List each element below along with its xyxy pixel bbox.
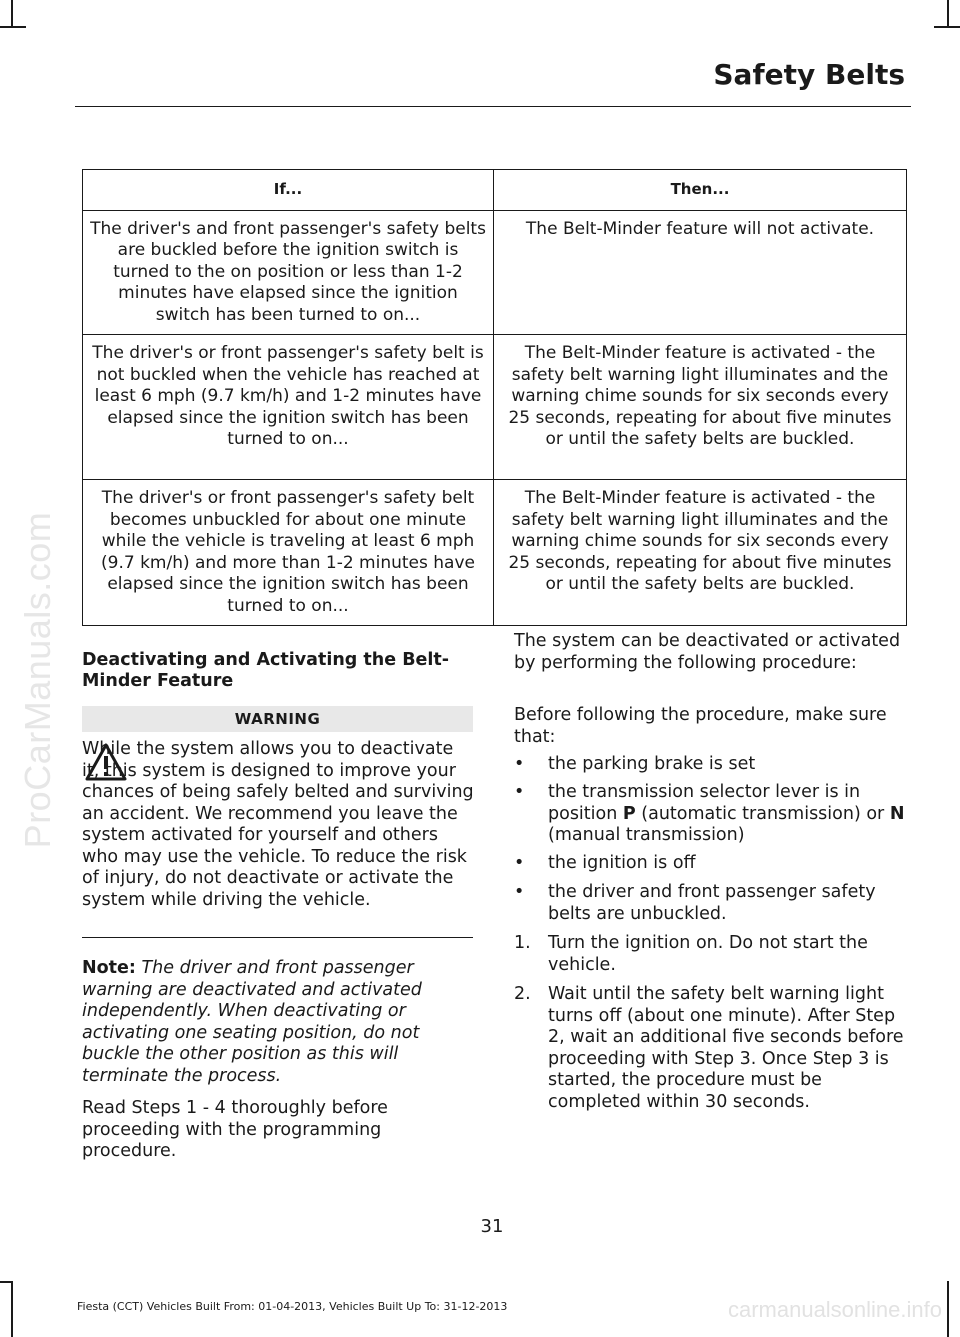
note-label: Note:: [82, 958, 136, 978]
position-n: N: [889, 803, 905, 824]
step-number: 1.: [514, 933, 531, 953]
footer-vehicle-line: Fiesta (CCT) Vehicles Built From: 01-04-2013, Vehicles Built Up To: 31-12-2013: [77, 1300, 508, 1313]
section-heading: Deactivating and Activating the Belt-Minder Feature: [82, 650, 450, 691]
bullet-text: [548, 782, 908, 847]
warning-text: [82, 739, 474, 911]
table-cell-then: The Belt-Minder feature is activated - the safety belt warning light illuminates and the warning chime sounds for six seconds every 25 seconds, repeating for about five minutes or until the safety belts are buckled.: [494, 480, 907, 626]
belt-minder-table: [82, 169, 907, 626]
bullet-mark: •: [514, 882, 525, 902]
list-item: [514, 754, 908, 776]
page-title: Safety Belts: [713, 58, 905, 91]
crop-mark-top-left-h: [0, 26, 26, 28]
bullet-mark: •: [514, 754, 525, 774]
crop-mark-bottom-left-h: [0, 1281, 13, 1283]
bullet-text-a: the transmission selector lever is in position: [548, 782, 861, 824]
list-item: [514, 853, 908, 875]
procedure-intro: The system can be deactivated or activated by performing the following procedure:: [514, 631, 901, 673]
header-rule: [75, 106, 911, 107]
bullet-text-b: (automatic transmission) or: [635, 803, 890, 824]
bullet-mark: •: [514, 782, 525, 802]
side-watermark-text: ProCarManuals.com: [17, 511, 58, 849]
table-row: [83, 210, 907, 335]
step-number: 2.: [514, 984, 531, 1004]
bullet-mark: •: [514, 853, 525, 873]
table-cell-then: The Belt-Minder feature will not activate.: [494, 210, 907, 335]
table-cell-then: The Belt-Minder feature is activated - the safety belt warning light illuminates and the warning chime sounds for six seconds every 25 seconds, repeating for about five minutes or until the safety belts are buckled.: [494, 335, 907, 480]
page-number: 31: [480, 1216, 504, 1237]
bullet-text: the driver and front passenger safety belts are unbuckled.: [548, 882, 876, 924]
list-item: [514, 882, 908, 926]
warning-text-body: While the system allows you to deactivate it, this system is designed to improve your chances of being safely belted and surviving an accident. We recommend you leave the system activated for yourself and others who may use the vehicle. To reduce the risk of injury, do not deactivate or activate the system while driving the vehicle.: [82, 739, 474, 910]
bullet-text-c: (manual transmission): [548, 825, 745, 845]
table-cell-if: The driver's or front passenger's safety belt is not buckled when the vehicle has reached at least 6 mph (9.7 km/h) and 1-2 minutes have elapsed since the ignition switch has been turned to on...: [83, 335, 494, 480]
crop-mark-top-right-h: [934, 26, 960, 28]
warning-label: WARNING: [82, 706, 473, 732]
crop-mark-bottom-right-v: [947, 1281, 949, 1337]
list-item: [514, 984, 908, 1114]
crop-mark-top-right-v: [947, 0, 949, 26]
note-paragraph: [82, 958, 474, 1087]
table-header-if: If...: [83, 170, 494, 211]
table-header-row: [83, 170, 907, 211]
crop-mark-top-left-v: [11, 0, 13, 26]
table-cell-if: The driver's or front passenger's safety belt becomes unbuckled for about one minute while the vehicle is traveling at least 6 mph (9.7 km/h) and more than 1-2 minutes have elapsed since the ignition switch has been turned to on...: [83, 480, 494, 626]
warning-divider: [82, 937, 473, 938]
step-text: Turn the ignition on. Do not start the vehicle.: [548, 933, 868, 975]
read-steps-paragraph: Read Steps 1 - 4 thoroughly before proceeding with the programming procedure.: [82, 1098, 388, 1161]
crop-mark-bottom-left-v: [11, 1281, 13, 1337]
procedure-before: Before following the procedure, make sure that:: [514, 705, 887, 747]
table-row: [83, 480, 907, 626]
bullet-text: the parking brake is set: [548, 754, 756, 774]
list-item: [514, 782, 908, 848]
position-p: P: [622, 803, 636, 824]
bottom-watermark: carmanualsonline.info: [727, 1297, 942, 1322]
table-row: [83, 335, 907, 480]
table-header-then: Then...: [494, 170, 907, 211]
table-cell-if: The driver's and front passenger's safety belts are buckled before the ignition switch is turned to the on position or less than 1-2 minutes have elapsed since the ignition switch has been turned to on...: [83, 210, 494, 335]
list-item: [514, 933, 908, 977]
bullet-text: the ignition is off: [548, 853, 696, 873]
step-text: Wait until the safety belt warning light turns off (about one minute). After Step 2, wait an additional five seconds before proceeding with Step 3. Once Step 3 is started, the procedure must be completed within 30 seconds.: [548, 984, 904, 1112]
note-text: The driver and front passenger warning are deactivated and activated independently. When deactivating or activating one seating position, do not buckle the other position as this will terminate the process.: [82, 958, 422, 1086]
